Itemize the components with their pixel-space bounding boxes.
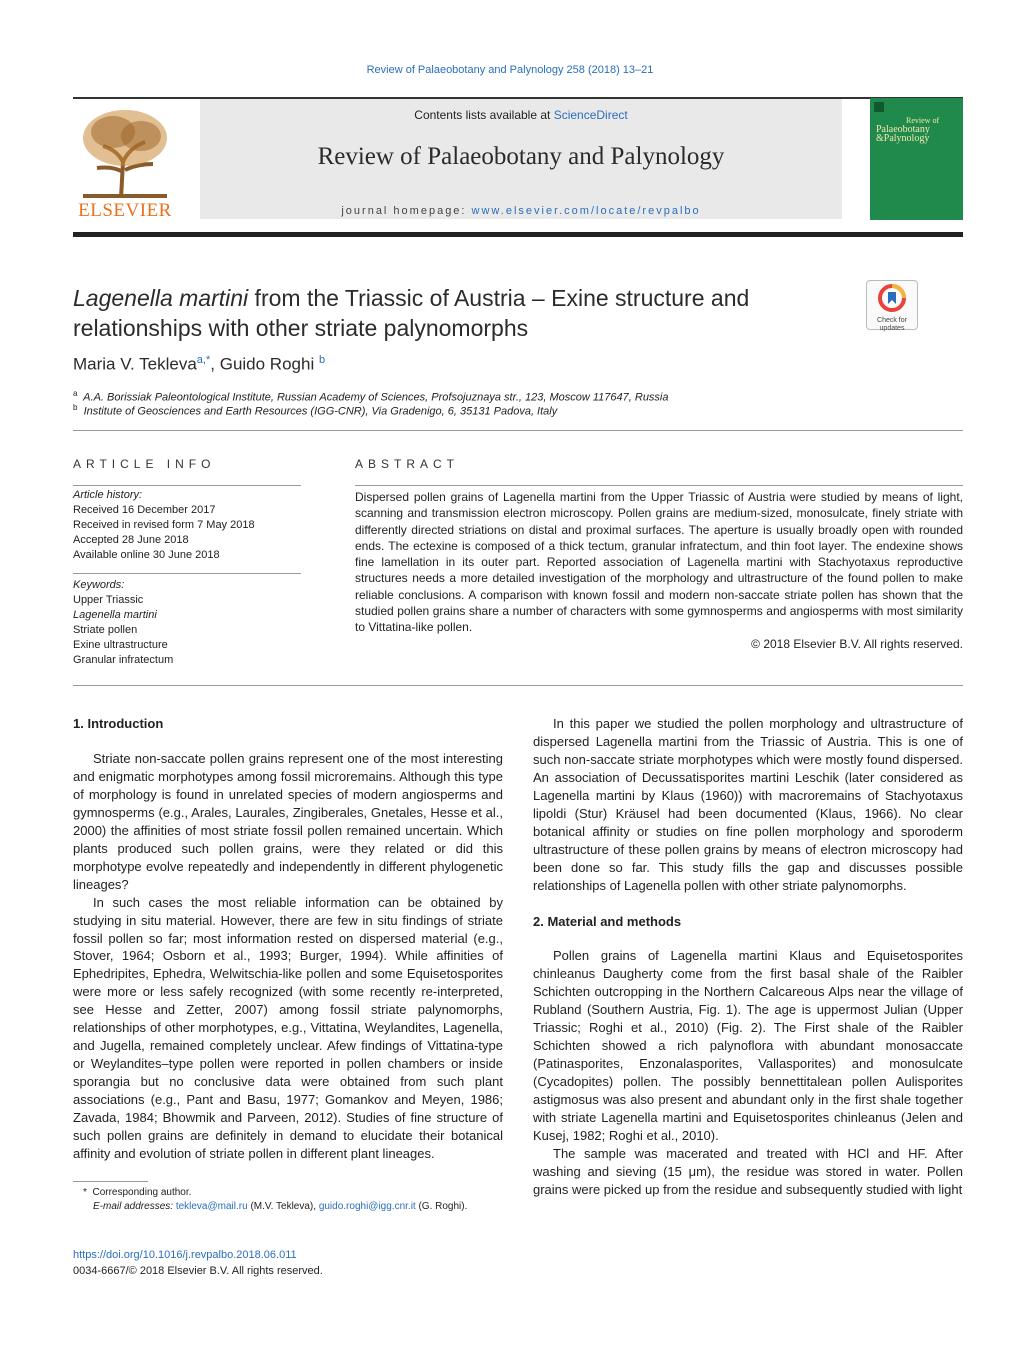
affiliation-b: $^b$ Institute of Geosciences and Earth Resources (IGG-CNR), Via Gradenigo, 6, 35131 Padova, Italy	[73, 403, 558, 418]
section-heading: 1. Introduction	[73, 716, 164, 731]
check-updates-icon	[878, 284, 906, 312]
footnote: * Corresponding author. E-mail addresses: tekleva@mail.ru (M.V. Tekleva), guido.roghi@igg.cnr.it (G. Roghi).	[83, 1187, 468, 1212]
right-column-body	[533, 715, 963, 1199]
journal-cover[interactable]	[870, 98, 963, 220]
homepage-link[interactable]: www.elsevier.com/locate/revpalbo	[471, 205, 701, 217]
homepage-line: journal homepage: www.elsevier.com/locate/revpalbo	[341, 205, 701, 217]
cover-title: Review of Palaeobotany &Palynology	[876, 116, 940, 144]
intro-body	[73, 750, 503, 1163]
footnote-rule	[73, 1181, 148, 1182]
author-name[interactable]: Maria V. Tekleva	[73, 354, 197, 374]
section-heading: 2. Material and methods	[533, 913, 682, 929]
paragraph: Pollen grains of Lagenella martini Klaus and Equisetosporites chinleanus Daugherty come from the first basal shale of the Raibler Schichten outcropping in the Northern Calcareous Alps near the village of Rubland (Southern Austria, Fig. 1). The age is uppermost Julian (Upper Triassic; Roghi et al., 2010) (Fig. 2). The First shale of the Raibler Schichten showed a rich palynoflora with abundant monosaccate (Patinasporites, Enzonalasporites, Vallasporites) and monosulcate (Cycadopites) pollen. The possibly bennettitalean pollen Aulisporites astigmosus was also present and abundant only in the first shale together with striate Lagenella martini and Equisetosporites chinleanus (Jelen and Kusej, 1982; Roghi et al., 2010).	[533, 948, 963, 1144]
email-link[interactable]: tekleva@mail.ru	[175, 1201, 248, 1212]
divider	[73, 573, 301, 574]
abstract-copyright: © 2018 Elsevier B.V. All rights reserved.	[751, 637, 963, 651]
divider	[73, 685, 963, 686]
abstract-heading: ABSTRACT	[355, 457, 460, 471]
paragraph: In this paper we studied the pollen morphology and ultrastructure of dispersed Lagenella martini from the Triassic of Austria. This is one of such non-saccate striate morphotypes which were mostly found dispersed. An association of Decussatisporites martini Leschik (later considered as Lagenella martini by Klaus (1960)) with macroremains of Stachyotaxus lipoldi (Stur) Kräusel had been documented (Klaus, 1966). No clear botanical affinity or studies on fine pollen morphology and sporoderm ultrastructure of these pollen grains by means of electron microscopy had been done so far. This study fills the gap and discusses possible relationships of Lagenella pollen with other striate palynomorphs.	[533, 716, 963, 893]
author-name[interactable]: Guido Roghi	[219, 354, 315, 374]
keywords: Keywords: Upper Triassic Lagenella martini Striate pollen Exine ultrastructure Granular infratectum	[73, 579, 174, 666]
journal-citation[interactable]: Review of Palaeobotany and Palynology 258 (2018) 13–21	[366, 64, 654, 76]
doi-link[interactable]: https://doi.org/10.1016/j.revpalbo.2018.06.011	[73, 1249, 297, 1261]
paragraph: Striate non-saccate pollen grains represent one of the most interesting and enigmatic morphotypes among fossil microremains. Although this type of morphology is found in unrelated species of modern angiosperms and gymnosperms (e.g., Arales, Laurales, Zingiberales, Gnetales, Hesse et al., 2000) the affinities of most striate fossil pollen remained uncertain. Which plants produced such pollen grains, were they related or did this morphotype evolve repeatedly and independently in different phylogenetic lineages?	[73, 751, 503, 892]
contents-line: Contents lists available at ScienceDirect	[414, 108, 628, 122]
issn-line: 0034-6667/© 2018 Elsevier B.V. All rights reserved.	[73, 1265, 323, 1277]
check-for-updates-button[interactable]	[866, 280, 918, 330]
article-title: Lagenella martini from the Triassic of Austria – Exine structure and relationships with other striate palynomorphs	[73, 285, 750, 341]
article-history: Article history: Received 16 December 2017 Received in revised form 7 May 2018 Accepted 28 June 2018 Available online 30 June 2018	[73, 489, 255, 561]
affiliation-a: $^a$ A.A. Borissiak Paleontological Institute, Russian Academy of Sciences, Profsojuznaya str., 123, Moscow 117647, Russia	[73, 389, 669, 404]
header-bottom-rule	[73, 232, 963, 237]
paragraph: In such cases the most reliable information can be obtained by studying in situ material. However, there are few in situ findings of striate fossil pollen so far; most information rested on dispersed material (e.g., Stover, 1964; Osborn et al., 1993; Burger, 1994). While affinities of Ephedripites, Ephedra, Welwitschia-like pollen and some Equisetosporites were more or less safely recognized (with some recently re-interpreted, see Hesse and Zetter, 2007) among fossil striate palynomorphs, relationships of other morphotypes, e.g., Vittatina, Weylandites, Lagenella, and Jugella, remained completely unclear. Afew findings of Vittatina-type or Weylandites–type pollen were reported in pollen chambers or inside sporangia but no conclusive data were obtained from such plant associations (e.g., Pant and Basu, 1977; Gomankov and Meyen, 1986; Zavada, 1984; Bhowmik and Parveen, 2012). Studies of fine structure of such pollen grains are definitely in demand to elucidate their botanical affinity and evolution of striate pollen in different plant lineages.	[73, 894, 503, 1161]
sciencedirect-link[interactable]: ScienceDirect	[553, 108, 628, 122]
journal-title: Review of Palaeobotany and Palynology	[317, 143, 725, 170]
publisher-name: ELSEVIER	[78, 200, 172, 221]
check-updates-label: Check for updates	[877, 317, 907, 332]
article-info-heading: ARTICLE INFO	[73, 457, 216, 471]
author-list: Maria V. Tekleva$^{a,*}$, Guido Roghi $^b$	[73, 354, 326, 374]
divider	[73, 430, 963, 431]
paragraph: The sample was macerated and treated with HCl and HF. After washing and sieving (15 μm), the residue was stored in water. Pollen grains were picked up from the residue and subsequently studied with light	[533, 1145, 963, 1197]
elsevier-logo	[73, 102, 177, 220]
divider	[73, 485, 301, 486]
abstract-text: Dispersed pollen grains of Lagenella martini from the Upper Triassic of Austria were studied by means of light, scanning and transmission electron microscopy. Pollen grains are medium-sized, monosulcate, finely striate with differently directed striations on distal and proximal surfaces. The aperture is usually broadly open with rounded ends. The ectexine is composed of a thick tectum, granular infratectum, and thin foot layer. The endexine shows fine lamellation in its outer part. Reported association of Lagenella martini with Stachyotaxus reproductive structures needs a more detailed investigation of the morphology and ultrastructure of the found pollen to make reliable conclusions. A comparison with known fossil and modern non-saccate striate pollen has shown that the studied pollen grains share a number of characters with some gymnosperms and angiosperms with most similarity to Vittatina-like pollen.	[355, 490, 963, 635]
email-link[interactable]: guido.roghi@igg.cnr.it	[318, 1201, 416, 1212]
cover-emblem-icon	[874, 102, 884, 112]
divider	[355, 485, 963, 486]
journal-banner	[200, 99, 842, 219]
